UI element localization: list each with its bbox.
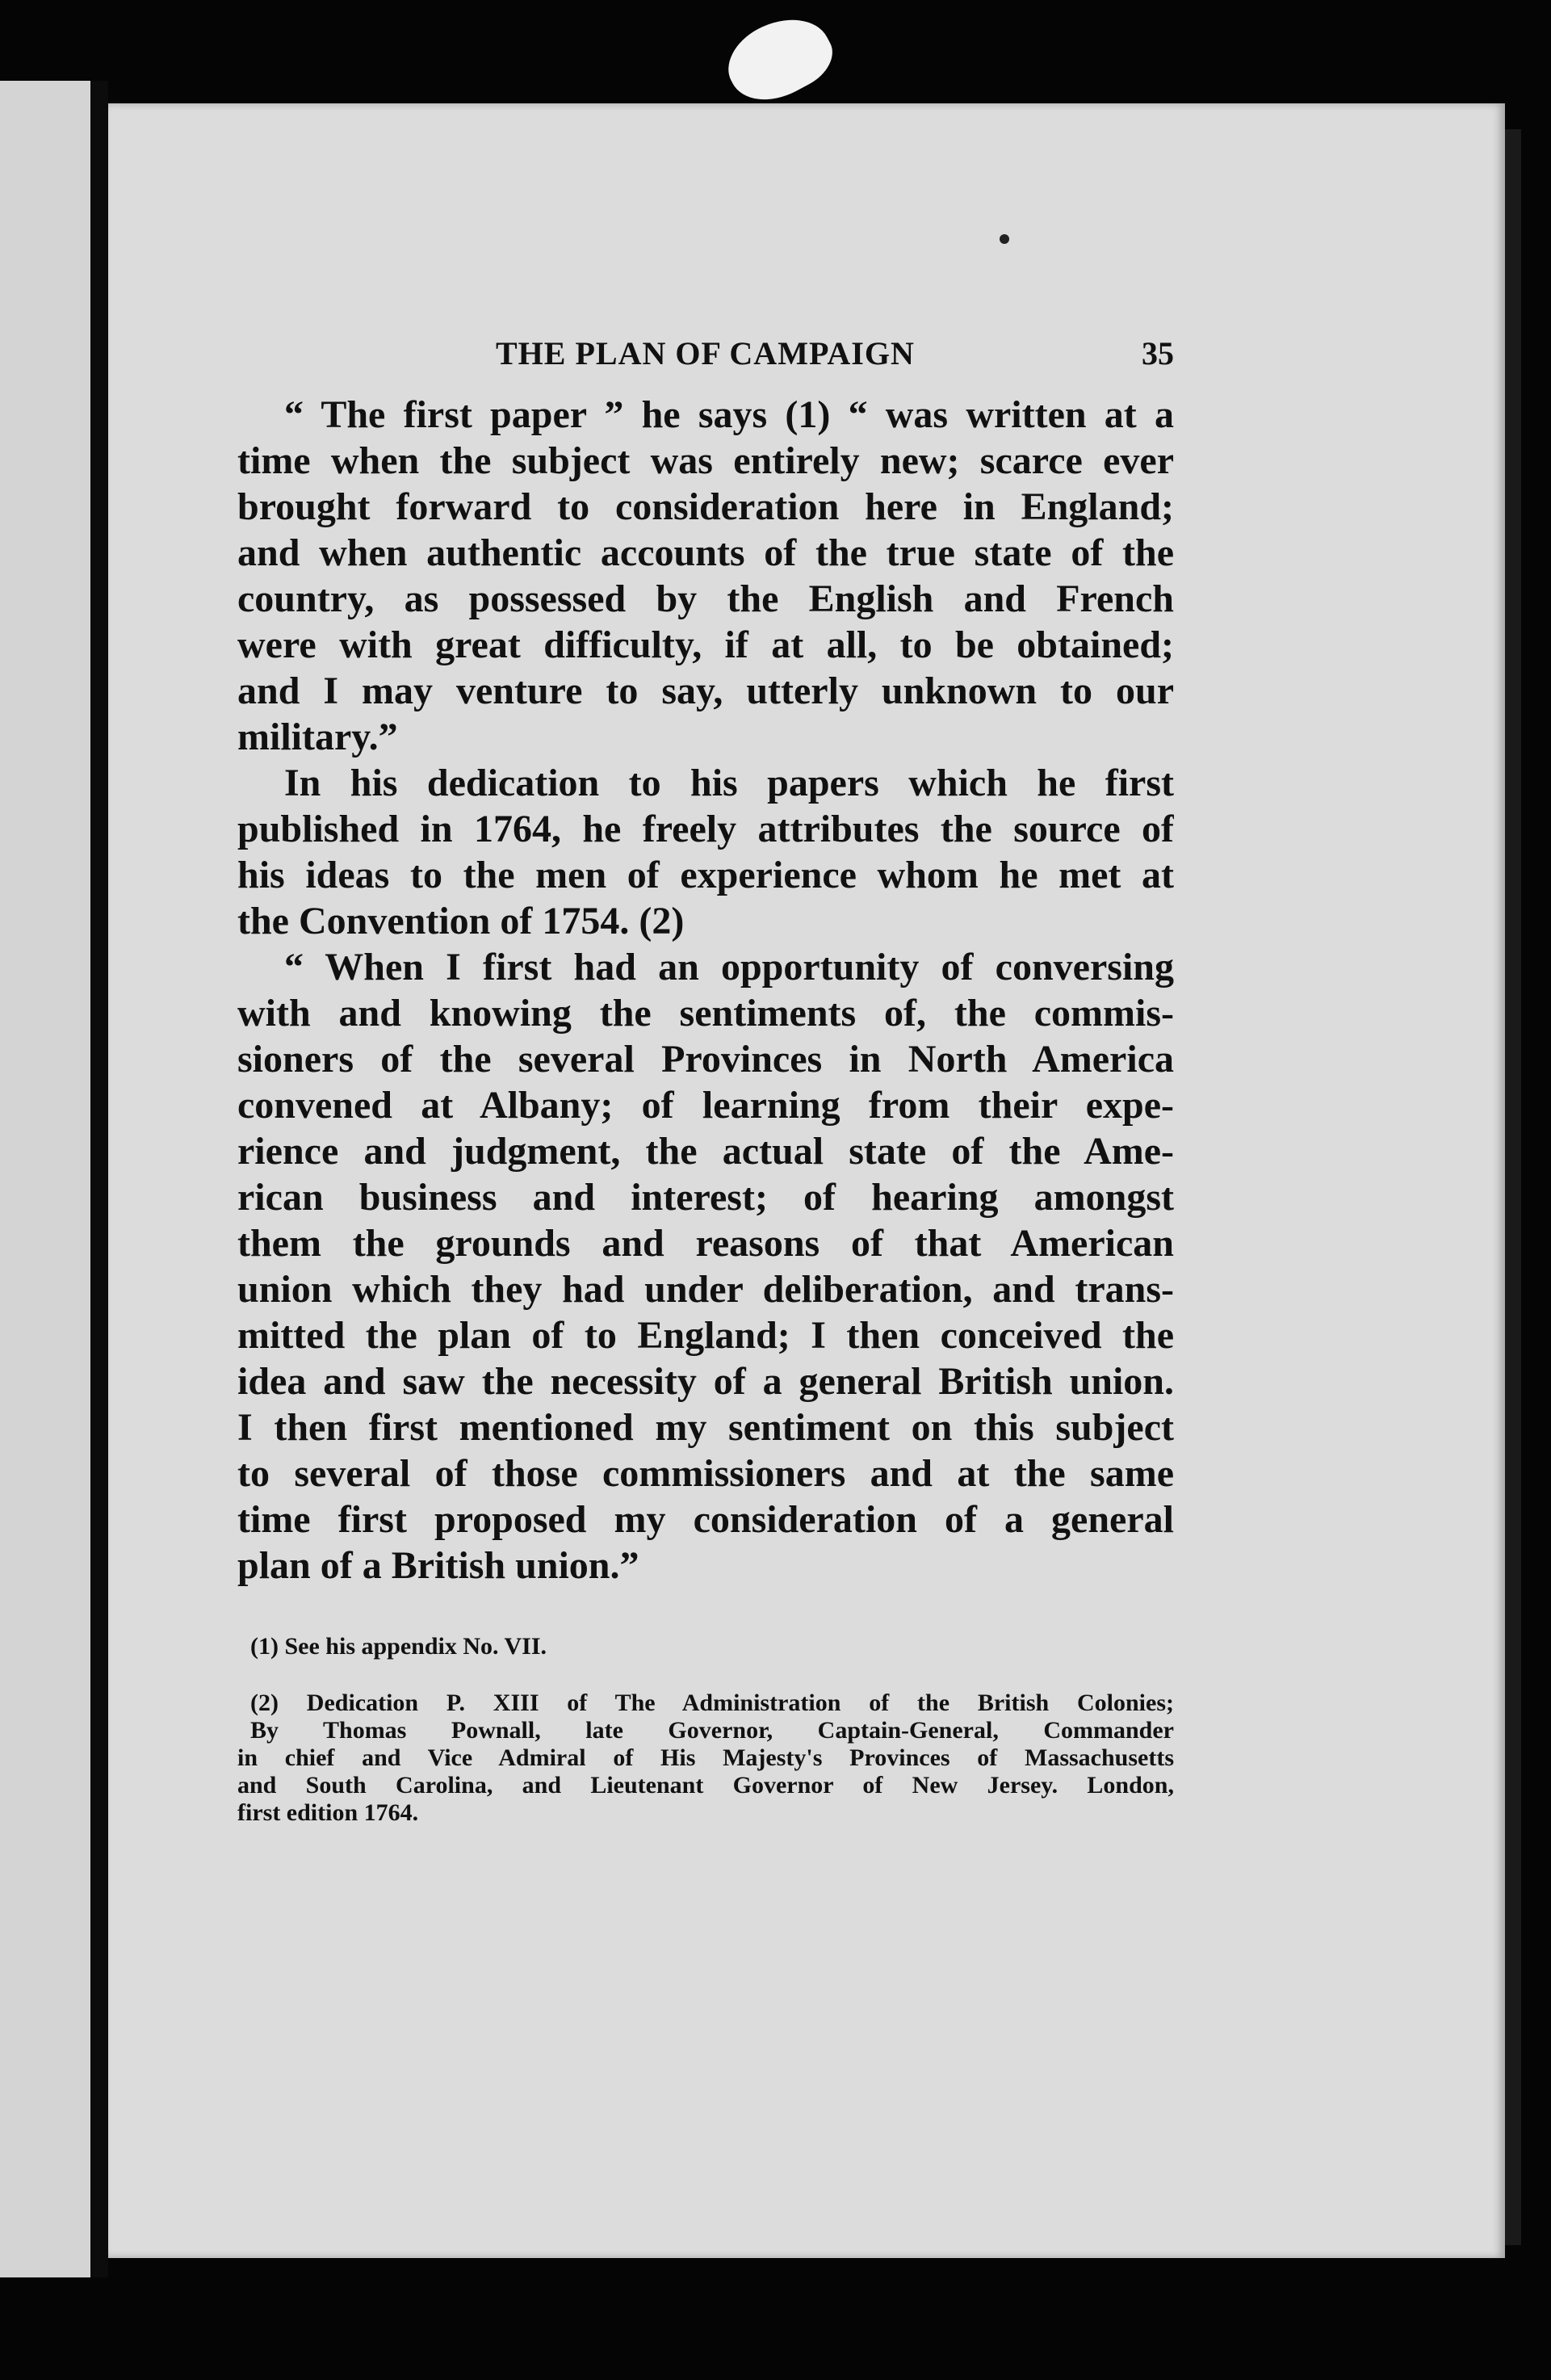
body-line: the Convention of 1754. (2) bbox=[237, 900, 685, 942]
body-line: rience and judgment, the actual state of the Ame- bbox=[237, 1130, 1174, 1173]
body-line: them the grounds and reasons of that American bbox=[237, 1222, 1174, 1265]
body-line: brought forward to consideration here in England; bbox=[237, 485, 1174, 528]
body-text bbox=[237, 392, 1174, 1589]
page-number: 35 bbox=[1142, 335, 1174, 371]
body-line: time first proposed my consideration of a general bbox=[237, 1498, 1174, 1541]
scan-artifact-blot bbox=[715, 2, 842, 115]
body-line: sioners of the several Provinces in North America bbox=[237, 1038, 1174, 1081]
facing-page-edge bbox=[0, 81, 90, 2277]
footnotes bbox=[237, 1633, 1174, 1827]
footnote-2-line: By Thomas Pownall, late Governor, Captain-General, Commander bbox=[250, 1717, 1174, 1744]
running-head: THE PLAN OF CAMPAIGN bbox=[496, 335, 915, 371]
page-header bbox=[237, 330, 1174, 378]
body-line: were with great difficulty, if at all, to be obtained; bbox=[237, 623, 1174, 666]
body-line: “ When I first had an opportunity of conversing bbox=[284, 946, 1174, 989]
body-line: with and knowing the sentiments of, the commis- bbox=[237, 992, 1174, 1035]
body-line: I then first mentioned my sentiment on this subject bbox=[237, 1406, 1174, 1449]
body-line: rican business and interest; of hearing amongst bbox=[237, 1176, 1174, 1219]
body-line: plan of a British union.” bbox=[237, 1544, 639, 1587]
body-line: to several of those commissioners and at the same bbox=[237, 1452, 1174, 1495]
body-line: union which they had under deliberation, and trans- bbox=[237, 1268, 1174, 1311]
body-line: idea and saw the necessity of a general British union. bbox=[237, 1360, 1174, 1403]
body-line: and I may venture to say, utterly unknown to our bbox=[237, 670, 1174, 712]
page-right-edge-shadow bbox=[1505, 129, 1521, 2245]
scan-artifact-speck bbox=[1000, 234, 1009, 244]
footnote-2-line: first edition 1764. bbox=[237, 1799, 419, 1826]
body-line: military.” bbox=[237, 716, 398, 758]
footnote-1: (1) See his appendix No. VII. bbox=[250, 1633, 547, 1660]
body-line: mitted the plan of to England; I then conceived the bbox=[237, 1314, 1174, 1357]
body-line: convened at Albany; of learning from their expe- bbox=[237, 1084, 1174, 1127]
footnote-2-line: in chief and Vice Admiral of His Majesty's Provinces of Massachusetts bbox=[237, 1744, 1174, 1771]
footnote-2-line: and South Carolina, and Lieutenant Governor of New Jersey. London, bbox=[237, 1772, 1174, 1799]
body-line: and when authentic accounts of the true state of the bbox=[237, 531, 1174, 574]
footnote-gap bbox=[237, 1660, 1174, 1690]
body-line: his ideas to the men of experience whom he met at bbox=[237, 854, 1174, 896]
body-line: In his dedication to his papers which he first bbox=[284, 762, 1174, 804]
footnote-2-line: (2) Dedication P. XIII of The Administration of the British Colonies; bbox=[250, 1690, 1174, 1716]
body-line: country, as possessed by the English and French bbox=[237, 577, 1174, 620]
book-gutter bbox=[90, 81, 108, 2277]
body-line: “ The first paper ” he says (1) “ was written at a bbox=[284, 393, 1174, 436]
body-line: time when the subject was entirely new; scarce ever bbox=[237, 439, 1174, 482]
body-line: published in 1764, he freely attributes the source of bbox=[237, 808, 1174, 850]
